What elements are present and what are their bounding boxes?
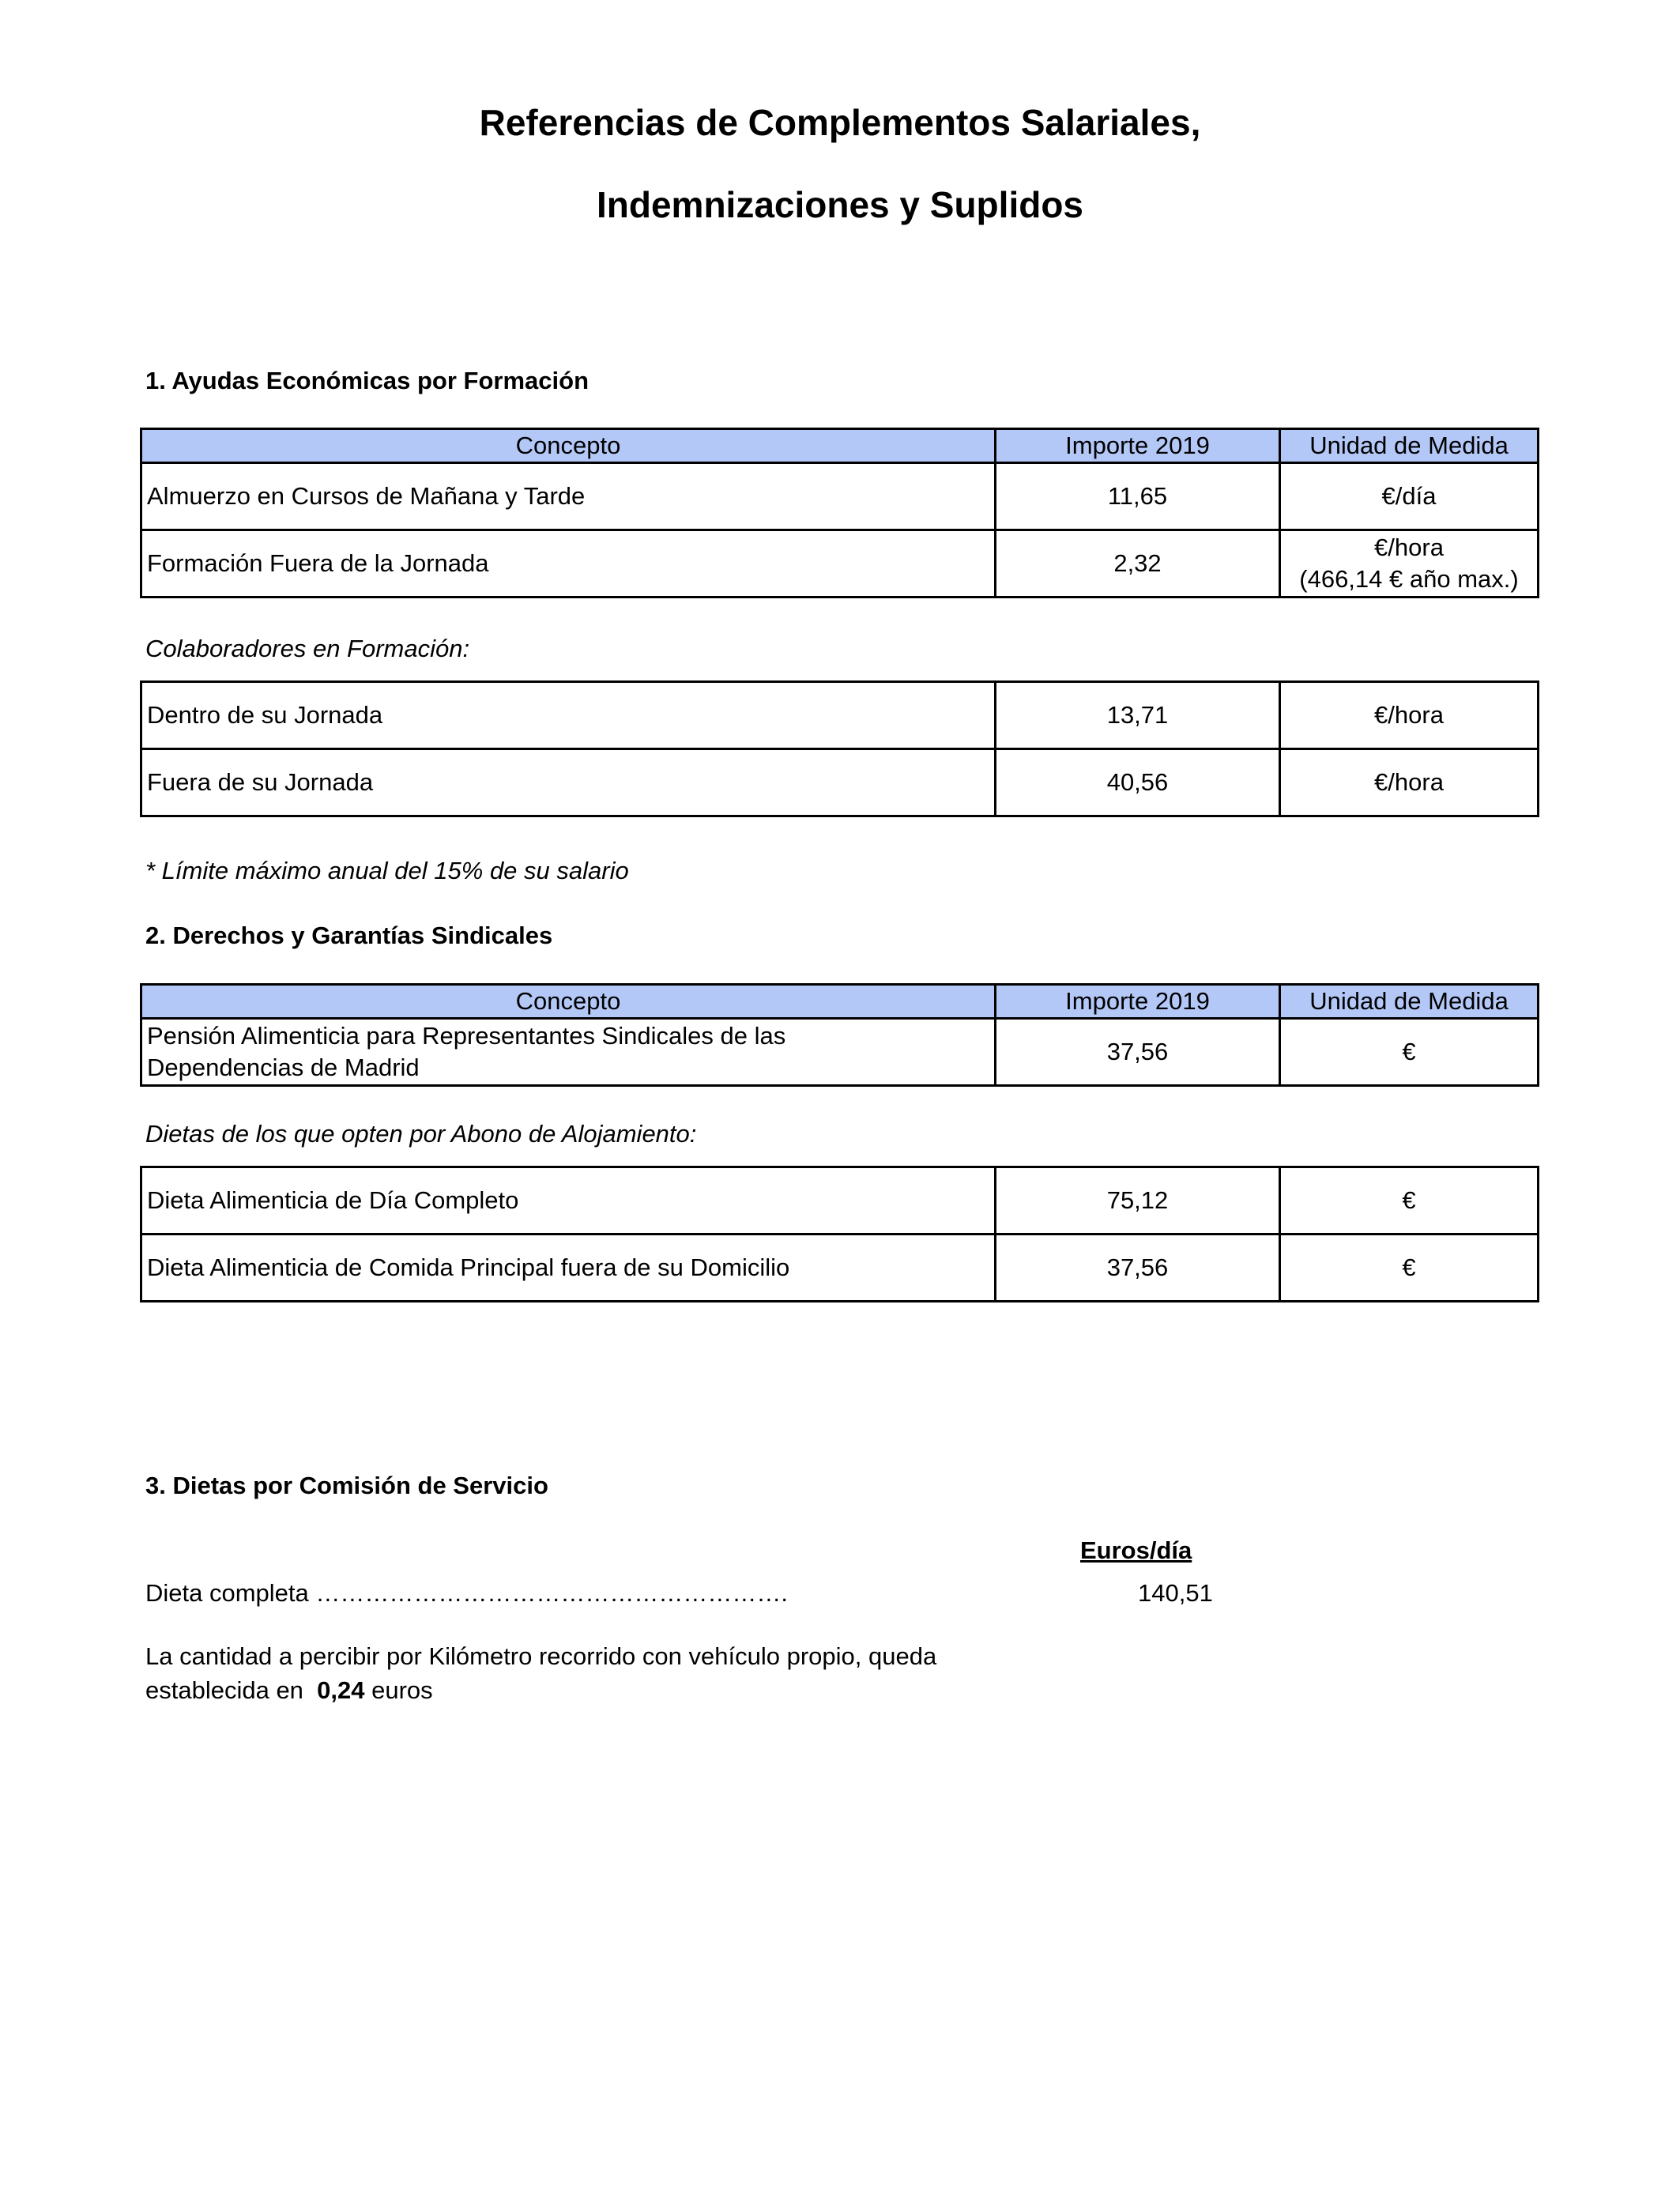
row-concept: Fuera de su Jornada bbox=[141, 749, 996, 816]
document-title-line-2: Indemnizaciones y Suplidos bbox=[596, 184, 1083, 225]
section-1-table-header bbox=[141, 429, 1539, 463]
row-unit bbox=[1280, 530, 1539, 598]
row-concept: Dentro de su Jornada bbox=[141, 682, 996, 749]
footnote: * Límite máximo anual del 15% de su salario bbox=[145, 857, 629, 884]
row-amount: 37,56 bbox=[996, 1019, 1280, 1086]
header-amount: Importe 2019 bbox=[996, 429, 1280, 463]
row-unit: €/día bbox=[1280, 463, 1539, 530]
section-2-heading: 2. Derechos y Garantías Sindicales bbox=[145, 922, 553, 949]
row-unit-note: (466,14 € año max.) bbox=[1299, 565, 1519, 593]
row-concept: Almuerzo en Cursos de Mañana y Tarde bbox=[141, 463, 996, 530]
header-unit: Unidad de Medida bbox=[1280, 429, 1539, 463]
km-text-line-2 bbox=[145, 1673, 1252, 1707]
row-concept: Dieta Alimenticia de Comida Principal fuera de su Domicilio bbox=[141, 1235, 996, 1302]
table-row bbox=[141, 463, 1539, 530]
row-unit: €/hora bbox=[1280, 749, 1539, 816]
row-amount: 11,65 bbox=[996, 463, 1280, 530]
section-1-heading: 1. Ayudas Económicas por Formación bbox=[145, 367, 590, 394]
section-3-heading: 3. Dietas por Comisión de Servicio bbox=[145, 1472, 548, 1499]
row-unit-main: €/hora bbox=[1374, 533, 1444, 561]
dietas-label: Dietas de los que opten por Abono de Alojamiento: bbox=[145, 1120, 697, 1148]
header-concept: Concepto bbox=[141, 985, 996, 1019]
header-concept: Concepto bbox=[141, 429, 996, 463]
header-unit: Unidad de Medida bbox=[1280, 985, 1539, 1019]
row-unit: € bbox=[1280, 1235, 1539, 1302]
section-2-table bbox=[140, 983, 1539, 1087]
km-text-prefix: establecida en bbox=[145, 1676, 311, 1704]
row-amount: 40,56 bbox=[996, 749, 1280, 816]
km-value: 0,24 bbox=[317, 1676, 365, 1704]
row-amount: 13,71 bbox=[996, 682, 1280, 749]
row-concept bbox=[141, 1019, 996, 1086]
row-unit: € bbox=[1280, 1167, 1539, 1235]
table-row bbox=[141, 749, 1539, 816]
km-text-line-1: La cantidad a percibir por Kilómetro recorrido con vehículo propio, queda bbox=[145, 1642, 937, 1670]
row-amount: 2,32 bbox=[996, 530, 1280, 598]
table-row bbox=[141, 1019, 1539, 1086]
row-amount: 75,12 bbox=[996, 1167, 1280, 1235]
table-row bbox=[141, 682, 1539, 749]
collaborators-label: Colaboradores en Formación: bbox=[145, 635, 470, 662]
row-unit: €/hora bbox=[1280, 682, 1539, 749]
header-amount: Importe 2019 bbox=[996, 985, 1280, 1019]
section-2-table-header bbox=[141, 985, 1539, 1019]
row-concept: Dieta Alimenticia de Día Completo bbox=[141, 1167, 996, 1235]
document-title-line-1: Referencias de Complementos Salariales, bbox=[479, 102, 1201, 143]
km-unit: euros bbox=[364, 1676, 433, 1704]
collaborators-table bbox=[140, 680, 1539, 817]
table-row bbox=[141, 1235, 1539, 1302]
row-concept: Formación Fuera de la Jornada bbox=[141, 530, 996, 598]
table-row bbox=[141, 1167, 1539, 1235]
km-paragraph bbox=[145, 1639, 1252, 1707]
row-concept-line-2: Dependencias de Madrid bbox=[147, 1054, 420, 1081]
row-concept-line-1: Pensión Alimenticia para Representantes Sindicales de las bbox=[147, 1022, 786, 1050]
dietas-table bbox=[140, 1166, 1539, 1302]
euros-per-day-label: Euros/día bbox=[1080, 1536, 1192, 1564]
dieta-completa-label: Dieta completa …………………………………………………. bbox=[145, 1579, 788, 1607]
row-unit: € bbox=[1280, 1019, 1539, 1086]
row-amount: 37,56 bbox=[996, 1235, 1280, 1302]
section-1-table bbox=[140, 428, 1539, 598]
table-row bbox=[141, 530, 1539, 598]
dieta-completa-value: 140,51 bbox=[1138, 1579, 1213, 1607]
